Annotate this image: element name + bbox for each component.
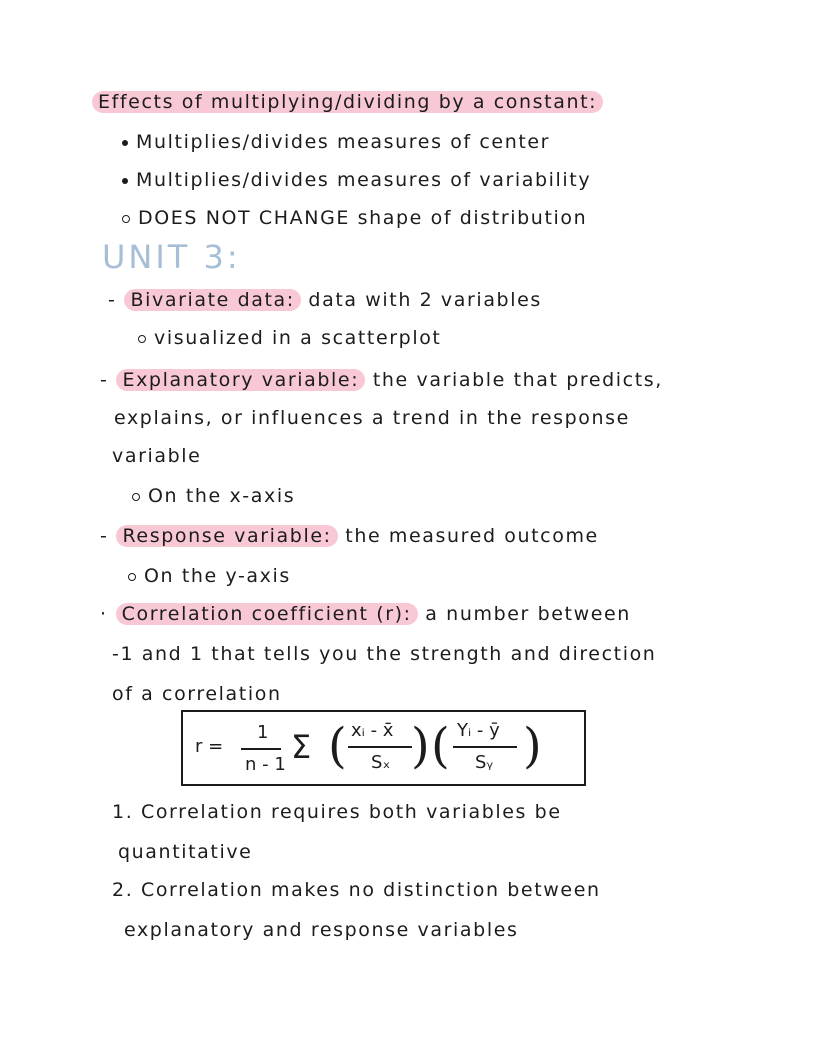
bullet-circle-icon bbox=[132, 493, 140, 501]
bivariate-sub: visualized in a scatterplot bbox=[138, 324, 441, 352]
correlation-formula-box bbox=[181, 710, 586, 786]
effects-bullet-2: Multiplies/divides measures of variability bbox=[122, 166, 591, 194]
explanatory-line bbox=[100, 366, 663, 394]
bullet-circle-icon bbox=[128, 573, 136, 581]
response-definition: the measured outcome bbox=[345, 525, 599, 547]
response-line bbox=[100, 522, 599, 550]
correlation-def-1: a number between bbox=[425, 603, 631, 625]
bivariate-term: Bivariate data: bbox=[124, 289, 300, 311]
explanatory-def-1: the variable that predicts, bbox=[372, 369, 663, 391]
left-paren-x: ( bbox=[328, 718, 347, 774]
explanatory-def-2: explains, or influences a trend in the response bbox=[114, 407, 630, 429]
explanatory-term: Explanatory variable: bbox=[116, 369, 365, 391]
dash-bullet-icon: - bbox=[100, 369, 109, 391]
response-sub: On the y-axis bbox=[128, 562, 291, 590]
formula-x-denominator: Sₓ bbox=[371, 752, 391, 773]
dash-bullet-icon: - bbox=[100, 525, 109, 547]
bullet-dot-icon bbox=[122, 178, 128, 184]
formula-y-denominator: Sᵧ bbox=[475, 752, 494, 773]
effects-heading-line bbox=[92, 88, 603, 116]
formula-y-bar bbox=[453, 746, 517, 748]
dash-bullet-icon: · bbox=[100, 603, 108, 625]
right-paren-y: ) bbox=[523, 718, 542, 774]
formula-frac-bar bbox=[241, 748, 281, 750]
formula-lhs: r = bbox=[195, 736, 224, 757]
explanatory-def-3: variable bbox=[112, 445, 202, 467]
effects-bullet-3: DOES NOT CHANGE shape of distribution bbox=[122, 204, 587, 232]
explanatory-sub: On the x-axis bbox=[132, 482, 295, 510]
dash-bullet-icon: - bbox=[108, 289, 117, 311]
correlation-def-3: of a correlation bbox=[112, 683, 282, 705]
formula-frac-numerator: 1 bbox=[257, 722, 269, 743]
formula-y-numerator: Yᵢ - ȳ bbox=[457, 720, 500, 741]
unit-heading: UNIT 3: bbox=[102, 238, 241, 276]
formula-frac-denominator: n - 1 bbox=[245, 754, 286, 775]
note-1-line-2: quantitative bbox=[118, 841, 253, 863]
response-term: Response variable: bbox=[116, 525, 337, 547]
bullet-circle-icon bbox=[138, 335, 146, 343]
correlation-def-2: -1 and 1 that tells you the strength and direction bbox=[112, 643, 657, 665]
effects-heading: Effects of multiplying/dividing by a constant: bbox=[92, 91, 603, 113]
bullet-circle-icon bbox=[122, 215, 130, 223]
effects-bullet-1: Multiplies/divides measures of center bbox=[122, 128, 550, 156]
note-2-line-2: explanatory and response variables bbox=[124, 919, 519, 941]
formula-x-bar bbox=[348, 746, 412, 748]
right-paren-x: ) bbox=[411, 718, 430, 774]
formula-x-numerator: xᵢ - x̄ bbox=[351, 720, 394, 741]
correlation-term: Correlation coefficient (r): bbox=[116, 603, 418, 625]
bivariate-definition: data with 2 variables bbox=[308, 289, 542, 311]
sigma-icon: Σ bbox=[291, 728, 312, 766]
bullet-dot-icon bbox=[122, 140, 128, 146]
correlation-line bbox=[100, 600, 631, 628]
left-paren-y: ( bbox=[431, 718, 450, 774]
note-2-line-1: 2. Correlation makes no distinction between bbox=[112, 879, 601, 901]
bivariate-line bbox=[108, 286, 542, 314]
note-1-line-1: 1. Correlation requires both variables be bbox=[112, 801, 562, 823]
